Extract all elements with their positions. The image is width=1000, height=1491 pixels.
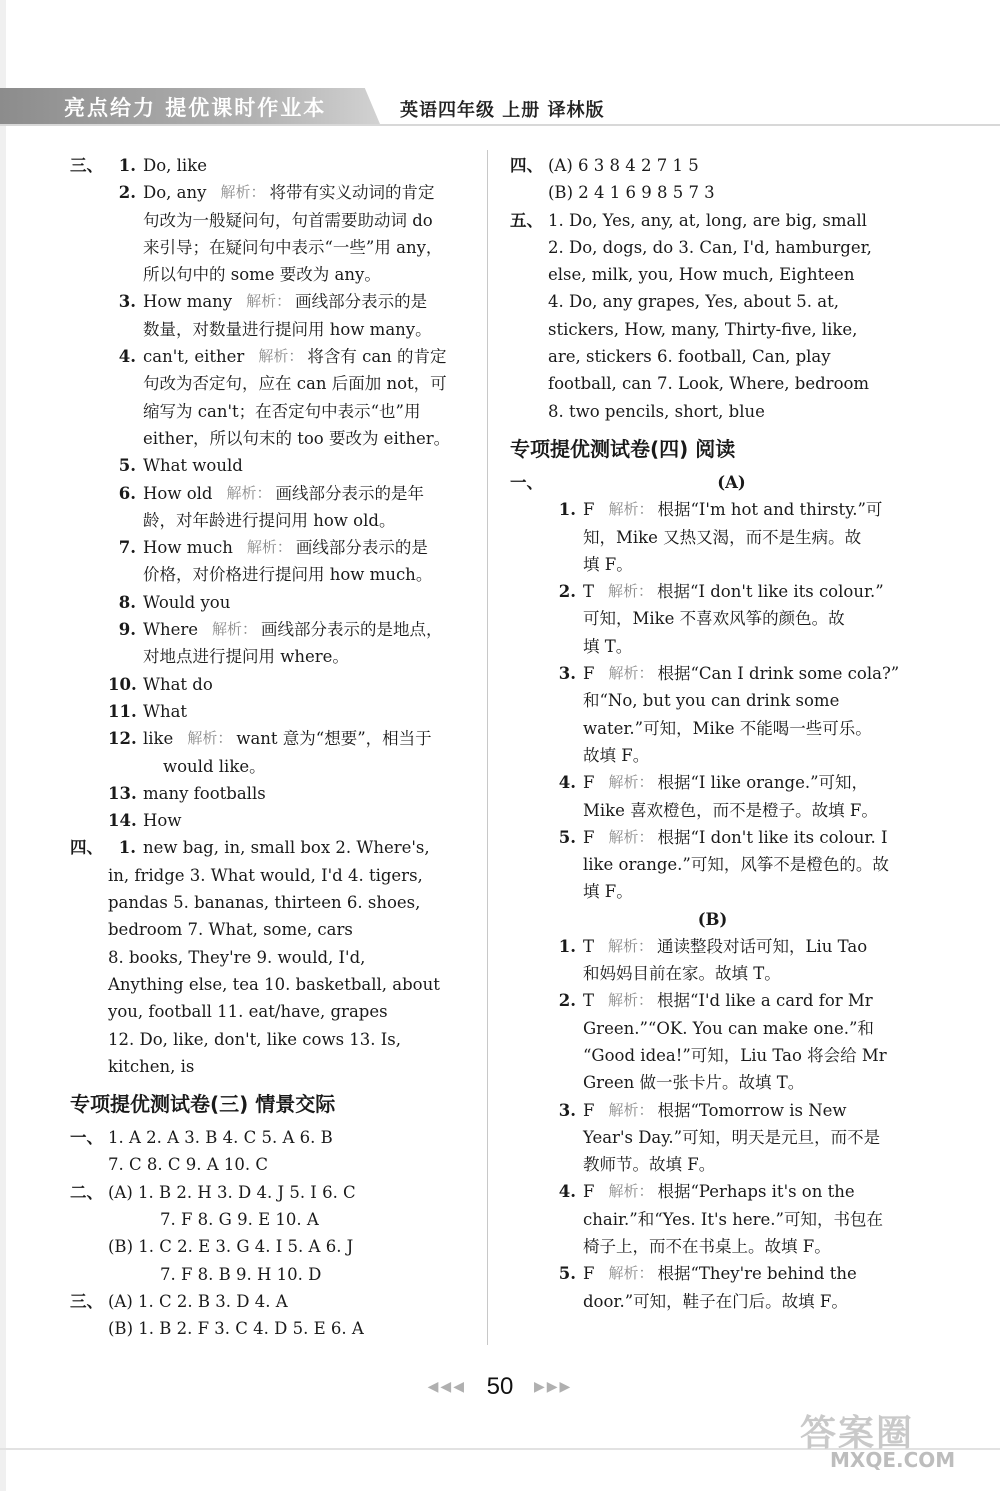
book-title: 亮点给力 提优课时作业本 <box>64 96 327 120</box>
section-number: 四、 <box>70 838 103 858</box>
answer-line <box>70 152 475 179</box>
answer-line <box>70 261 475 288</box>
answer-line <box>70 1179 475 1206</box>
explanation-tag: 解析： <box>608 773 654 792</box>
question-number: 5. <box>558 827 576 847</box>
answer-line <box>510 797 915 824</box>
continuation-text: football, can 7. Look, Where, bedroom <box>548 374 870 394</box>
explanation-text: 根据“I like orange.”可知， <box>657 773 869 793</box>
answer-text: What <box>143 701 188 721</box>
continuation-text: 4. Do, any grapes, Yes, about 5. at, <box>548 292 839 312</box>
answer-line <box>70 1124 475 1151</box>
answer-line <box>510 824 915 851</box>
continuation-text: would like。 <box>163 756 266 776</box>
answer-line <box>70 780 475 807</box>
answer-text: T <box>583 936 595 956</box>
answer-line <box>510 960 915 987</box>
answer-line <box>70 288 475 315</box>
question-number: 6. <box>118 483 136 503</box>
answer-line <box>510 1151 915 1178</box>
answer-line <box>510 1015 915 1042</box>
continuation-text: 数量，对数量进行提问用 how many。 <box>143 319 432 339</box>
answer-line <box>70 1233 475 1260</box>
answer-line <box>510 1260 915 1287</box>
continuation-text: 教师节。故填 F。 <box>583 1155 716 1175</box>
answer-line <box>510 1206 915 1233</box>
answer-line <box>70 834 475 861</box>
continuation-text: in, fridge 3. What would, I'd 4. tigers, <box>108 865 423 885</box>
question-number: 14. <box>108 811 137 831</box>
answer-line <box>70 971 475 998</box>
answer-line <box>70 616 475 643</box>
question-number: 12. <box>108 729 137 749</box>
answer-line <box>70 698 475 725</box>
explanation-text: 通读整段对话可知，Liu Tao <box>657 936 868 956</box>
continuation-text: 龄，对年龄进行提问用 how old。 <box>143 510 396 530</box>
answer-line <box>510 179 915 206</box>
explanation-tag: 解析： <box>258 347 304 366</box>
answer-line <box>510 207 915 234</box>
question-number: 2. <box>558 582 576 602</box>
next-arrows-icon: ▶▶▶ <box>534 1378 573 1395</box>
answer-line <box>70 671 475 698</box>
explanation-tag: 解析： <box>187 729 233 748</box>
explanation-text: 根据“I'm hot and thirsty.”可 <box>657 500 883 520</box>
explanation-text: 将带有实义动词的肯定 <box>269 183 435 203</box>
explanation-text: 画线部分表示的是地点， <box>261 620 443 640</box>
continuation-text: Year's Day.”可知，明天是元旦，而不是 <box>583 1127 881 1147</box>
answer-line <box>510 316 915 343</box>
answer-line <box>510 987 915 1014</box>
explanation-tag: 解析： <box>608 827 654 846</box>
explanation-text: 根据“I don't like its colour.” <box>657 582 884 602</box>
left-column <box>70 152 475 1342</box>
watermark-url: MXQE.COM <box>830 1448 956 1472</box>
section-number: 一、 <box>70 1128 103 1148</box>
continuation-text: Green.”“OK. You can make one.”和 <box>583 1018 874 1038</box>
explanation-text: 画线部分表示的是 <box>295 292 428 312</box>
continuation-text: 知，Mike 又热又渴，而不是生病。故 <box>583 527 862 547</box>
answer-line <box>70 1151 475 1178</box>
subsection-label: (A) <box>717 472 746 492</box>
question-number: 4. <box>118 347 136 367</box>
answer-text: (A) 1. B 2. H 3. D 4. J 5. I 6. C <box>108 1182 356 1202</box>
page-header <box>0 82 1000 128</box>
explanation-text: 将含有 can 的肯定 <box>307 347 447 367</box>
answer-line <box>70 425 475 452</box>
answer-text: What do <box>143 674 213 694</box>
continuation-text: like orange.”可知，风筝不是橙色的。故 <box>583 855 889 875</box>
answer-line <box>510 687 915 714</box>
continuation-text: 填 T。 <box>583 636 633 656</box>
continuation-text: 所以句中的 some 要改为 any。 <box>143 265 381 285</box>
continuation-text: 8. books, They're 9. would, I'd, <box>108 947 366 967</box>
answer-line <box>70 643 475 670</box>
continuation-text: 7. F 8. B 9. H 10. D <box>160 1264 322 1284</box>
answer-line <box>70 507 475 534</box>
continuation-text: 填 F。 <box>583 882 633 902</box>
answer-line <box>510 769 915 796</box>
answer-line <box>70 725 475 752</box>
answer-text: 1. A 2. A 3. B 4. C 5. A 6. B <box>108 1128 333 1148</box>
answer-line <box>70 1288 475 1315</box>
explanation-tag: 解析： <box>608 582 654 601</box>
answer-line <box>70 589 475 616</box>
answer-line <box>510 469 915 496</box>
answer-text: 1. Do, Yes, any, at, long, are big, small <box>548 210 867 230</box>
explanation-text: 根据“Can I drink some cola?” <box>657 664 900 684</box>
answer-line <box>510 551 915 578</box>
answer-line <box>510 1042 915 1069</box>
answer-text: new bag, in, small box 2. Where's, <box>143 838 430 858</box>
explanation-text: 根据“Tomorrow is New <box>657 1100 847 1120</box>
answer-line <box>70 862 475 889</box>
answer-line <box>510 1178 915 1205</box>
answer-line <box>510 261 915 288</box>
section-title: 专项提优测试卷(三) 情景交际 <box>70 1092 336 1117</box>
explanation-tag: 解析： <box>246 538 292 557</box>
answer-line <box>510 398 915 425</box>
answer-line <box>70 1206 475 1233</box>
answer-line <box>510 742 915 769</box>
answer-line <box>70 234 475 261</box>
continuation-text: 和妈妈目前在家。故填 T。 <box>583 964 781 984</box>
answer-line <box>510 605 915 632</box>
answer-line <box>510 660 915 687</box>
question-number: 5. <box>118 456 136 476</box>
explanation-tag: 解析： <box>246 292 292 311</box>
explanation-tag: 解析： <box>608 664 654 683</box>
answer-line <box>70 1261 475 1288</box>
answer-line <box>510 370 915 397</box>
answer-line <box>70 1315 475 1342</box>
continuation-text: 7. F 8. G 9. E 10. A <box>160 1209 319 1229</box>
continuation-text: 椅子上，而不在书桌上。故填 F。 <box>583 1236 831 1256</box>
question-number: 8. <box>118 592 136 612</box>
answer-text: Where <box>143 620 199 640</box>
continuation-text: 8. two pencils, short, blue <box>548 401 765 421</box>
explanation-text: 画线部分表示的是年 <box>275 483 424 503</box>
continuation-text: are, stickers 6. football, Can, play <box>548 347 831 367</box>
answer-text: How much <box>143 538 233 558</box>
continuation-text: else, milk, you, How much, Eighteen <box>548 265 855 285</box>
answer-line <box>510 524 915 551</box>
continuation-text: 来引导；在疑问句中表示“一些”用 any， <box>143 237 443 257</box>
answer-line <box>70 807 475 834</box>
explanation-text: 根据“I'd like a card for Mr <box>657 991 873 1011</box>
question-number: 9. <box>118 620 136 640</box>
continuation-text: you, football 11. eat/have, grapes <box>108 1002 388 1022</box>
explanation-text: 画线部分表示的是 <box>295 538 428 558</box>
question-number: 4. <box>558 773 576 793</box>
explanation-tag: 解析： <box>608 500 654 519</box>
explanation-tag: 解析： <box>220 183 266 202</box>
answer-line <box>70 398 475 425</box>
answer-text: like <box>143 729 174 749</box>
answer-line <box>70 753 475 780</box>
answer-line <box>70 480 475 507</box>
question-number: 1. <box>118 156 136 175</box>
section-number: 一、 <box>510 472 543 492</box>
answer-text: (A) 1. C 2. B 3. D 4. A <box>108 1291 288 1311</box>
answer-text: What would <box>143 456 243 476</box>
answer-line <box>510 234 915 261</box>
continuation-text: 12. Do, like, don't, like cows 13. Is, <box>108 1029 402 1049</box>
section-title: 专项提优测试卷(四) 阅读 <box>510 436 736 461</box>
answer-line <box>70 179 475 206</box>
continuation-text: 价格，对价格进行提问用 how much。 <box>143 565 433 585</box>
answer-text: How old <box>143 483 213 503</box>
answer-text: can't, either <box>143 347 245 367</box>
answer-line <box>510 1233 915 1260</box>
continuation-text: 可知，Mike 不喜欢风筝的颜色。故 <box>583 609 845 629</box>
answer-text: How many <box>143 292 233 312</box>
continuation-text: (B) 1. C 2. E 3. G 4. I 5. A 6. J <box>108 1237 354 1257</box>
continuation-text: 和“No, but you can drink some <box>583 691 840 711</box>
continuation-text: 缩写为 can't；在否定句中表示“也”用 <box>143 401 421 421</box>
answer-line <box>510 933 915 960</box>
continuation-text: water.”可知，Mike 不能喝一些可乐。 <box>583 718 872 738</box>
question-number: 1. <box>558 500 576 520</box>
book-subtitle: 英语四年级 上册 译林版 <box>400 100 605 121</box>
answer-text: F <box>583 500 595 520</box>
continuation-text: pandas 5. bananas, thirteen 6. shoes, <box>108 893 421 913</box>
continuation-text: Mike 喜欢橙色，而不是橙子。故填 F。 <box>583 800 878 820</box>
answer-line <box>70 1026 475 1053</box>
section-number: 四、 <box>510 156 543 175</box>
answer-text: Do, like <box>143 156 207 175</box>
section-number: 三、 <box>70 156 103 175</box>
question-number: 2. <box>118 183 136 203</box>
page-edge-shadow <box>0 0 6 1491</box>
explanation-text: 根据“I don't like its colour. I <box>657 827 888 847</box>
answer-line <box>510 152 915 179</box>
header-rule <box>0 124 1000 126</box>
continuation-text: Anything else, tea 10. basketball, about <box>108 974 440 994</box>
answer-line <box>510 1097 915 1124</box>
continuation-text: 填 F。 <box>583 554 633 574</box>
answer-text: F <box>583 827 595 847</box>
page-number: 50 <box>486 1372 514 1400</box>
column-divider <box>487 150 488 1345</box>
answer-text: F <box>583 1264 595 1284</box>
question-number: 3. <box>558 1100 576 1120</box>
explanation-tag: 解析： <box>608 1100 654 1119</box>
continuation-text: 句改为否定句，应在 can 后面加 not，可 <box>143 374 447 394</box>
answer-line <box>510 343 915 370</box>
continuation-text: 故填 F。 <box>583 745 650 765</box>
explanation-tag: 解析： <box>226 483 272 502</box>
continuation-text: chair.”和“Yes. It's here.”可知，书包在 <box>583 1209 883 1229</box>
answer-line <box>510 633 915 660</box>
answer-line <box>70 370 475 397</box>
answer-line <box>70 316 475 343</box>
continuation-text: (B) 1. B 2. F 3. C 4. D 5. E 6. A <box>108 1319 364 1339</box>
continuation-text: 句改为一般疑问句，句首需要助动词 do <box>143 210 433 230</box>
continuation-text: bedroom 7. What, some, cars <box>108 920 353 940</box>
explanation-tag: 解析： <box>608 936 654 955</box>
answer-line <box>70 944 475 971</box>
question-number: 4. <box>558 1182 576 1202</box>
continuation-text: door.”可知，鞋子在门后。故填 F。 <box>583 1291 848 1311</box>
page-footer <box>0 1372 1000 1401</box>
explanation-text: want 意为“想要”，相当于 <box>236 729 432 749</box>
answer-line <box>510 1124 915 1151</box>
answer-text: T <box>583 991 595 1011</box>
question-number: 3. <box>558 664 576 684</box>
explanation-tag: 解析： <box>608 991 654 1010</box>
question-number: 2. <box>558 991 576 1011</box>
answer-line <box>510 1288 915 1315</box>
answer-text: F <box>583 773 595 793</box>
section-number: 三、 <box>70 1291 103 1311</box>
answer-text: F <box>583 1182 595 1202</box>
section-number: 二、 <box>70 1182 103 1202</box>
answer-line <box>510 578 915 605</box>
answer-line <box>70 1053 475 1080</box>
answer-line <box>70 343 475 370</box>
answer-line <box>510 851 915 878</box>
answer-text: many footballs <box>143 783 266 803</box>
question-number: 3. <box>118 292 136 312</box>
explanation-text: 根据“Perhaps it's on the <box>657 1182 855 1202</box>
continuation-text: either，所以句末的 too 要改为 either。 <box>143 428 451 448</box>
continuation-text: 2. Do, dogs, do 3. Can, I'd, hamburger, <box>548 237 872 257</box>
answer-line <box>510 906 915 933</box>
section-number: 五、 <box>510 210 543 230</box>
continuation-text: (B) 2 4 1 6 9 8 5 7 3 <box>548 183 715 203</box>
answer-line <box>510 496 915 523</box>
question-number: 5. <box>558 1264 576 1284</box>
continuation-text: “Good idea!”可知，Liu Tao 将会给 Mr <box>583 1045 887 1065</box>
answer-line <box>510 1069 915 1096</box>
answer-line <box>70 998 475 1025</box>
continuation-text: Green 做一张卡片。故填 T。 <box>583 1073 805 1093</box>
answer-line <box>70 534 475 561</box>
continuation-text: 对地点进行提问用 where。 <box>143 647 349 667</box>
question-number: 11. <box>108 701 137 721</box>
answer-text: Do, any <box>143 183 207 203</box>
answer-line <box>70 207 475 234</box>
answer-line <box>510 288 915 315</box>
answer-text: How <box>143 811 182 831</box>
question-number: 10. <box>108 674 137 694</box>
answer-line <box>70 916 475 943</box>
answer-text: F <box>583 664 595 684</box>
explanation-tag: 解析： <box>608 1182 654 1201</box>
answer-line <box>70 889 475 916</box>
question-number: 13. <box>108 783 137 803</box>
explanation-text: 根据“They're behind the <box>657 1264 857 1284</box>
question-number: 1. <box>558 936 576 956</box>
answer-line <box>70 561 475 588</box>
question-number: 1. <box>118 838 136 858</box>
answer-text: T <box>583 582 595 602</box>
subsection-label: (B) <box>697 909 728 929</box>
continuation-text: 7. C 8. C 9. A 10. C <box>108 1155 268 1175</box>
answer-text: (A) 6 3 8 4 2 7 1 5 <box>548 156 699 175</box>
answer-line <box>510 878 915 905</box>
answer-line <box>70 452 475 479</box>
answer-text: Would you <box>143 592 231 612</box>
continuation-text: stickers, How, many, Thirty-five, like, <box>548 319 858 339</box>
question-number: 7. <box>118 538 136 558</box>
continuation-text: kitchen, is <box>108 1056 195 1076</box>
right-column <box>510 152 915 1315</box>
answer-line <box>510 715 915 742</box>
watermark-logo: 答案圈 <box>800 1413 915 1454</box>
explanation-tag: 解析： <box>212 620 258 639</box>
prev-arrows-icon: ◀◀◀ <box>427 1378 466 1395</box>
answer-text: F <box>583 1100 595 1120</box>
explanation-tag: 解析： <box>608 1264 654 1283</box>
